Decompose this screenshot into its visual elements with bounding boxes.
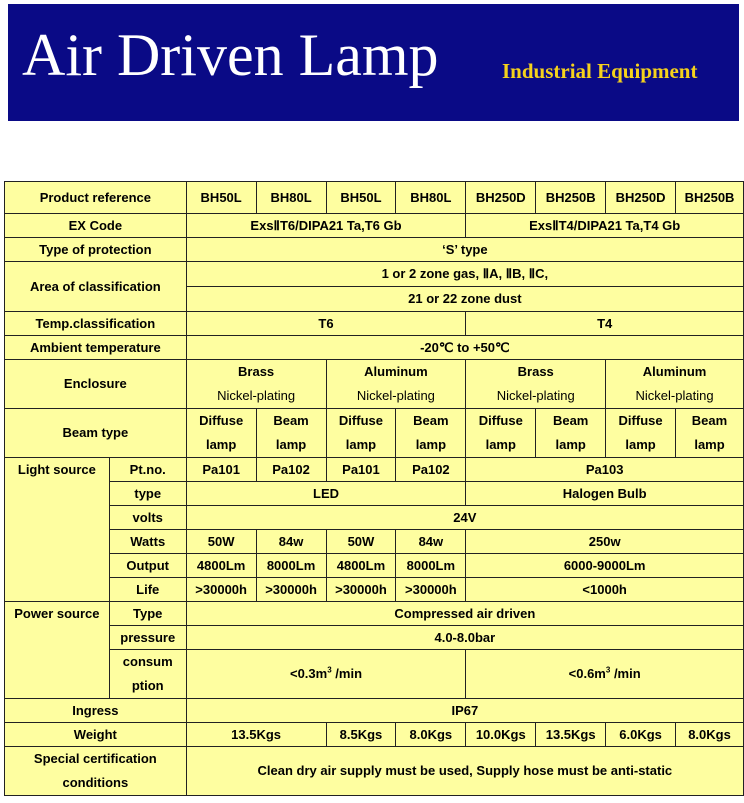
row-special-certification [5,747,744,796]
power-type-cell: Compressed air driven [186,602,743,626]
consumption-label-line2: ption [131,678,164,693]
temp-class-cell: T6 [186,312,466,336]
weight-cell: 10.0Kgs [466,723,536,747]
row-light-type [5,482,744,506]
special-label-line1: Special certification [33,751,157,766]
beam-cell [536,409,606,458]
beam-lamp: lamp [345,437,377,452]
row-power-type [5,602,744,626]
consumption-value: <0.3m [289,666,328,681]
ingress-cell: IP67 [186,699,743,723]
light-type-cell: Halogen Bulb [466,482,744,506]
enclosure-cell [186,360,326,409]
pressure-cell: 4.0-8.0bar [186,626,743,650]
unit-exponent: 3 [327,665,332,675]
enclosure-finish: Nickel-plating [356,388,435,403]
ptno-cell: Pa101 [186,458,256,482]
ptno-cell: Pa102 [396,458,466,482]
unit-exponent: 3 [605,665,611,675]
beam-lamp: lamp [694,437,725,452]
beam-lamp: lamp [625,437,656,452]
product-ref-cell: BH50L [326,182,396,214]
product-ref-cell: BH250B [536,182,606,214]
life-cell: <1000h [466,578,744,602]
temp-class-cell: T4 [466,312,744,336]
ambient-temp-cell: -20℃ to +50℃ [186,336,743,360]
special-certification-cell: Clean dry air supply must be used, Supply hose must be anti-static [186,747,743,796]
sub-label: Pt.no. [109,458,186,482]
life-cell: >30000h [256,578,326,602]
row-ambient-temperature [5,336,744,360]
product-ref-cell: BH250B [676,182,744,214]
watts-cell: 250w [466,530,744,554]
beam-kind: Beam [273,413,309,428]
output-cell: 6000-9000Lm [466,554,744,578]
watts-cell: 50W [186,530,256,554]
life-cell: >30000h [326,578,396,602]
sub-label: volts [109,506,186,530]
area-gas-cell: 1 or 2 zone gas, ⅡA, ⅡB, ⅡC, [186,262,743,287]
output-cell: 4800Lm [326,554,396,578]
consumption-unit: /min [610,666,641,681]
product-ref-cell: BH250D [466,182,536,214]
beam-kind: Diffuse [199,413,244,428]
row-label: Weight [5,723,187,747]
row-product-reference [5,182,744,214]
consumption-cell [186,650,466,699]
row-light-watts [5,530,744,554]
beam-kind: Beam [691,413,728,428]
output-cell: 8000Lm [256,554,326,578]
beam-lamp: lamp [275,437,307,452]
row-enclosure [5,360,744,409]
beam-cell [326,409,396,458]
weight-cell: 8.5Kgs [326,723,396,747]
row-label: Enclosure [5,360,187,409]
enclosure-cell [326,360,466,409]
sub-label [109,650,186,699]
beam-kind: Beam [413,413,449,428]
ex-code-cell: ExsⅡT4/DIPA21 Ta,T4 Gb [466,214,744,238]
weight-cell: 13.5Kgs [536,723,606,747]
row-weight [5,723,744,747]
ptno-cell: Pa103 [466,458,744,482]
beam-kind: Diffuse [478,413,523,428]
ptno-cell: Pa101 [326,458,396,482]
group-label-light-source: Light source [5,458,110,602]
page-title: Air Driven Lamp [22,22,439,88]
beam-kind: Beam [552,413,589,428]
product-ref-cell: BH80L [396,182,466,214]
consumption-cell [466,650,744,699]
row-light-ptno [5,458,744,482]
ex-code-cell: ExsⅡT6/DIPA21 Ta,T6 Gb [186,214,466,238]
sub-label: type [109,482,186,506]
protection-cell: ‘S’ type [186,238,743,262]
light-type-cell: LED [186,482,466,506]
product-ref-cell: BH80L [256,182,326,214]
product-ref-cell: BH50L [186,182,256,214]
enclosure-finish: Nickel-plating [635,388,714,403]
sub-label: Watts [109,530,186,554]
row-power-consumption [5,650,744,699]
product-ref-cell: BH250D [606,182,676,214]
beam-cell [186,409,256,458]
sub-label: Life [109,578,186,602]
row-label: Beam type [5,409,187,458]
beam-lamp: lamp [555,437,586,452]
row-ingress [5,699,744,723]
beam-kind: Diffuse [618,413,663,428]
consumption-label-line1: consum [122,654,173,669]
volts-cell: 24V [186,506,743,530]
row-label: Ambient temperature [5,336,187,360]
enclosure-finish: Nickel-plating [496,388,575,403]
row-area-of-classification [5,262,744,287]
output-cell: 4800Lm [186,554,256,578]
enclosure-material: Brass [517,364,554,379]
weight-cell: 13.5Kgs [186,723,326,747]
enclosure-material: Aluminum [642,364,707,379]
watts-cell: 84w [256,530,326,554]
life-cell: >30000h [186,578,256,602]
row-label: Ingress [5,699,187,723]
weight-cell: 6.0Kgs [606,723,676,747]
title-banner [8,4,739,121]
weight-cell: 8.0Kgs [396,723,466,747]
row-label [5,747,187,796]
row-beam-type [5,409,744,458]
watts-cell: 84w [396,530,466,554]
row-type-of-protection [5,238,744,262]
spec-table [4,181,744,796]
ptno-cell: Pa102 [256,458,326,482]
consumption-unit: /min [331,666,363,681]
life-cell: >30000h [396,578,466,602]
enclosure-cell [466,360,606,409]
row-ex-code [5,214,744,238]
row-temp-classification [5,312,744,336]
beam-lamp: lamp [415,437,447,452]
enclosure-cell [606,360,744,409]
beam-cell [396,409,466,458]
row-label: Area of classification [5,262,187,312]
consumption-value: <0.6m [568,666,606,681]
row-light-output [5,554,744,578]
watts-cell: 50W [326,530,396,554]
row-label: Type of protection [5,238,187,262]
beam-kind: Diffuse [338,413,383,428]
enclosure-finish: Nickel-plating [217,388,296,403]
enclosure-material: Brass [238,364,275,379]
group-label-power-source: Power source [5,602,110,699]
area-dust-cell: 21 or 22 zone dust [186,287,743,312]
row-light-volts [5,506,744,530]
beam-cell [606,409,676,458]
beam-cell [676,409,744,458]
beam-lamp: lamp [205,437,237,452]
beam-cell [256,409,326,458]
row-label: Product reference [5,182,187,214]
row-label: EX Code [5,214,187,238]
sub-label: Type [109,602,186,626]
output-cell: 8000Lm [396,554,466,578]
special-label-line2: conditions [62,775,129,790]
row-power-pressure [5,626,744,650]
enclosure-material: Aluminum [364,364,428,379]
sub-label: pressure [109,626,186,650]
row-light-life [5,578,744,602]
sub-label: Output [109,554,186,578]
beam-cell [466,409,536,458]
row-label: Temp.classification [5,312,187,336]
beam-lamp: lamp [485,437,516,452]
page-subtitle: Industrial Equipment [502,59,698,83]
weight-cell: 8.0Kgs [676,723,744,747]
